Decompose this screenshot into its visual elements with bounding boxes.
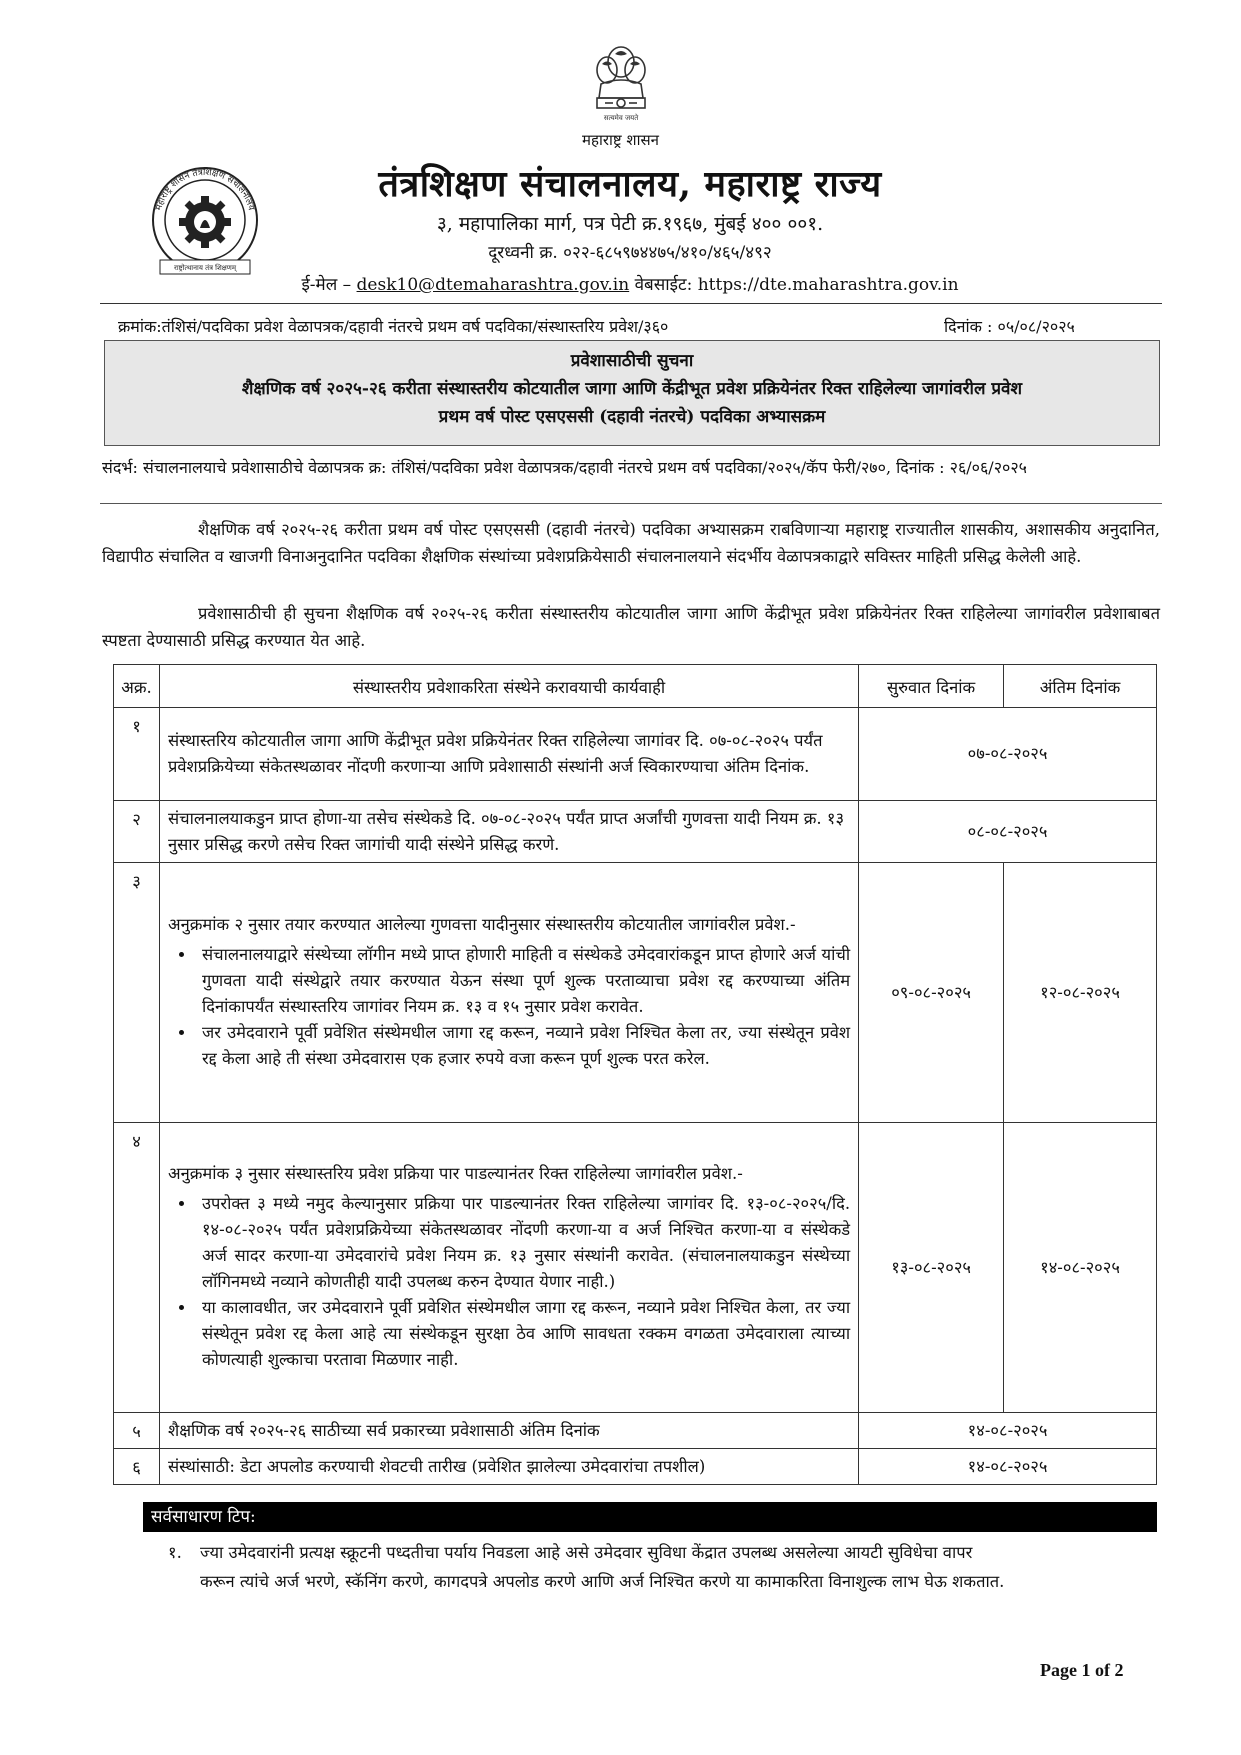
row-end-date: १४-०८-२०२५: [1004, 1123, 1157, 1413]
tip-text-line1: ज्या उमेदवारांनी प्रत्यक्ष स्क्रूटनी पध्दतीचा पर्याय निवडला आहे असे उमेदवार सुविधा केंद्रात उपलब्ध असलेल्या आयटी सुविधेचा वापर: [200, 1543, 973, 1562]
schedule-table: [113, 664, 1157, 1485]
notice-title: प्रवेशासाठीची सुचना: [570, 351, 694, 371]
purpose-paragraph: प्रवेशासाठीची ही सुचना शैक्षणिक वर्ष २०२५-२६ करीता संस्थास्तरीय कोटयातील जागा आणि केंद्रीभूत प्रवेश प्रक्रियेनंतर रिक्त राहिलेल्या जागांवरील प्रवेशाबाबत स्पष्टता देण्यासाठी प्रसिद्ध करण्यात येत आहे.: [102, 604, 1160, 650]
row-date: १४-०८-२०२५: [859, 1413, 1157, 1449]
list-item: • जर उमेदवाराने पूर्वी प्रवेशित संस्थेमधील जागा रद्द करून, नव्याने प्रवेश निश्चित केला तर, ज्या संस्थेतून प्रवेश रद्द केला आहे ती संस्था उमेदवारास एक हजार रुपये वजा करून पूर्ण शुल्क परत करेल.: [196, 1020, 850, 1072]
row-activity-title: अनुक्रमांक ३ नुसार संस्थास्तरिय प्रवेश प्रक्रिया पार पाडल्यानंतर रिक्त राहिलेल्या जागांवरील प्रवेश.-: [167, 1163, 743, 1183]
government-label: महाराष्ट्र शासन: [582, 131, 659, 149]
reference-divider: [100, 503, 1162, 504]
page-number: [1040, 1660, 1123, 1681]
table-row: [114, 1449, 1157, 1485]
row-start-date: १३-०८-२०२५: [859, 1123, 1004, 1413]
table-row: [114, 801, 1157, 863]
emblem-motto: सत्यमेव जयते: [603, 114, 639, 122]
document-date: दिनांक : ०५/०८/२०२५: [944, 317, 1075, 336]
row-bullet-list: [168, 942, 850, 1072]
department-phone: दूरध्वनी क्र. ०२२-६८५९७४४७५/४१०/४६५/४९२: [488, 243, 772, 263]
general-tip-item: [168, 1538, 1158, 1596]
header-activity: संस्थास्तरीय प्रवेशाकरिता संस्थेने करावयाची कार्यवाही: [159, 665, 858, 708]
website-link[interactable]: https://dte.maharashtra.gov.in: [697, 275, 959, 295]
dte-seal-logo: [140, 160, 270, 278]
row-start-date: ०९-०८-२०२५: [859, 863, 1004, 1123]
row-bullet-list: [168, 1191, 850, 1373]
general-tip-heading: सर्वसाधारण टिप:: [143, 1502, 1157, 1532]
table-row: [114, 863, 1157, 1123]
national-emblem-icon: [583, 40, 659, 124]
table-row: [114, 1123, 1157, 1413]
header-start-date: सुरुवात दिनांक: [859, 665, 1004, 708]
list-item: • उपरोक्त ३ मध्ये नमुद केल्यानुसार प्रक्रिया पार पाडल्यानंतर रिक्त राहिलेल्या जागांवर दि. १३-०८-२०२५/दि. १४-०८-२०२५ पर्यंत प्रवेशप्रक्रियेच्या संकेतस्थळावर नोंदणी करणा-या व अर्ज निश्चित करणा-या व संस्थेकडे अर्ज सादर करणा-या उमेदवारांचे प्रवेश नियम क्र. १३ नुसार संस्थांनी करावेत. (संचालनालयाकडुन संस्थेच्या लॉगिनमध्ये नव्याने कोणतीही यादी उपलब्ध करुन देण्यात येणार नाही.): [196, 1191, 850, 1295]
row-date: ०८-०८-२०२५: [859, 801, 1157, 863]
department-name: तंत्रशिक्षण संचालनालय, महाराष्ट्र राज्य: [378, 163, 882, 205]
row-sr: २: [114, 801, 160, 863]
tip-text-line2: करून त्यांचे अर्ज भरणे, स्कॅनिंग करणे, कागदपत्रे अपलोड करणे आणि अर्ज निश्चित करणे या कामाकरिता विनाशुल्क लाभ घेऊ शकतात.: [200, 1572, 1005, 1591]
row-sr: ५: [114, 1413, 160, 1449]
seal-text-top: महाराष्ट्र शासन तंत्रशिक्षण संचालनालय: [154, 167, 256, 212]
page-total: 2: [1114, 1660, 1124, 1680]
intro-paragraph: शैक्षणिक वर्ष २०२५-२६ करीता प्रथम वर्ष पोस्ट एसएससी (दहावी नंतरचे) पदविका अभ्यासक्रम राबविणाऱ्या महाराष्ट्र राज्यातील शासकीय, अशासकीय अनुदानित, विद्यापीठ संचालित व खाजगी विनाअनुदानित पदविका शैक्षणिक संस्थांच्या प्रवेशप्रक्रियेसाठी संचालनालयाने संदर्भीय वेळापत्रकाद्वारे सविस्तर माहिती प्रसिद्ध केलेली आहे.: [102, 520, 1160, 566]
row-sr: ४: [114, 1123, 160, 1413]
row-activity: संचालनालयाकडुन प्राप्त होणा-या तसेच संस्थेकडे दि. ०७-०८-२०२५ पर्यंत प्राप्त अर्जांची गुणवत्ता यादी नियम क्र. १३ नुसार प्रसिद्ध करणे तसेच रिक्त जागांची यादी संस्थेने प्रसिद्ध करणे.: [159, 801, 858, 863]
contact-line: [200, 272, 1060, 295]
row-activity: संस्थास्तरिय कोटयातील जागा आणि केंद्रीभूत प्रवेश प्रक्रियेनंतर रिक्त राहिलेल्या जागांवर दि. ०७-०८-२०२५ पर्यंत प्रवेशप्रक्रियेच्या संकेतस्थळावर नोंदणी करणाऱ्या आणि प्रवेशासाठी संस्थांनी अर्ज स्विकारण्याचा अंतिम दिनांक.: [159, 708, 858, 801]
notice-title-box: [104, 340, 1160, 446]
notice-subtitle: शैक्षणिक वर्ष २०२५-२६ करीता संस्थास्तरीय कोटयातील जागा आणि केंद्रीभूत प्रवेश प्रक्रियेनंतर रिक्त राहिलेल्या जागांवरील प्रवेश: [241, 379, 1023, 399]
seal-text-bottom: राष्ट्रोत्थानाय तंत्र शिक्षणम्: [173, 264, 237, 272]
table-row: [114, 708, 1157, 801]
list-item: • संचालनालयाद्वारे संस्थेच्या लॉगीन मध्ये प्राप्त होणारी माहिती व संस्थेकडे उमेदवारांकडून प्राप्त होणारे अर्ज यांची गुणवता यादी संस्थेद्वारे तयार करण्यात येऊन संस्था पूर्ण शुल्क परताव्याचा प्रवेश रद्द करण्याच्या अंतिम दिनांकापर्यंत संस्थास्तरिय जागांवर नियम क्र. १३ व १५ नुसार प्रवेश करावेत.: [196, 942, 850, 1020]
row-activity: [159, 1123, 858, 1413]
page-current: 1: [1081, 1660, 1091, 1680]
table-row: [114, 1413, 1157, 1449]
page-prefix: Page: [1040, 1660, 1077, 1680]
row-sr: १: [114, 708, 160, 801]
row-date: १४-०८-२०२५: [859, 1449, 1157, 1485]
table-header-row: [114, 665, 1157, 708]
header-sr: अक्र.: [114, 665, 160, 708]
row-activity: संस्थांसाठी: डेटा अपलोड करण्याची शेवटची तारीख (प्रवेशित झालेल्या उमेदवारांचा तपशील): [159, 1449, 858, 1485]
row-sr: ६: [114, 1449, 160, 1485]
notice-course: प्रथम वर्ष पोस्ट एसएससी (दहावी नंतरचे) पदविका अभ्यासक्रम: [438, 407, 826, 427]
header-divider: [100, 303, 1162, 304]
page-of: of: [1094, 1660, 1110, 1680]
tip-number: १.: [168, 1543, 182, 1562]
row-activity-title: अनुक्रमांक २ नुसार तयार करण्यात आलेल्या गुणवत्ता यादीनुसार संस्थास्तरीय कोटयातील जागांवरील प्रवेश.-: [167, 914, 796, 934]
reference-note: संदर्भ: संचालनालयाचे प्रवेशासाठीचे वेळापत्रक क्र: तंशिसं/पदविका प्रवेश वेळापत्रक/दहावी नंतरचे प्रथम वर्ष पदविका/२०२५/कॅप फेरी/२७०, दिनांक : २६/०६/२०२५: [102, 458, 1027, 477]
row-activity: शैक्षणिक वर्ष २०२५-२६ साठीच्या सर्व प्रकारच्या प्रवेशासाठी अंतिम दिनांक: [159, 1413, 858, 1449]
email-label: ई-मेल –: [301, 275, 352, 295]
row-activity: [159, 863, 858, 1123]
row-date: ०७-०८-२०२५: [859, 708, 1157, 801]
header-end-date: अंतिम दिनांक: [1004, 665, 1157, 708]
reference-number: क्रमांक:तंशिसं/पदविका प्रवेश वेळापत्रक/दहावी नंतरचे प्रथम वर्ष पदविका/संस्थास्तरिय प्रवेश/३६०: [118, 317, 669, 336]
email-link[interactable]: desk10@dtemaharashtra.gov.in: [356, 275, 630, 295]
row-end-date: १२-०८-२०२५: [1004, 863, 1157, 1123]
row-sr: ३: [114, 863, 160, 1123]
list-item: • या कालावधीत, जर उमेदवाराने पूर्वी प्रवेशित संस्थेमधील जागा रद्द करून, नव्याने प्रवेश निश्चित केला, तर ज्या संस्थेतून प्रवेश रद्द केला आहे त्या संस्थेकडून सुरक्षा ठेव आणि सावधता रक्कम वगळता उमेदवाराला त्याच्या कोणत्याही शुल्काचा परतावा मिळणार नाही.: [196, 1295, 850, 1373]
website-label: वेबसाईट:: [634, 275, 693, 295]
department-address: ३, महापालिका मार्ग, पत्र पेटी क्र.१९६७, मुंबई ४०० ००१.: [436, 213, 824, 235]
